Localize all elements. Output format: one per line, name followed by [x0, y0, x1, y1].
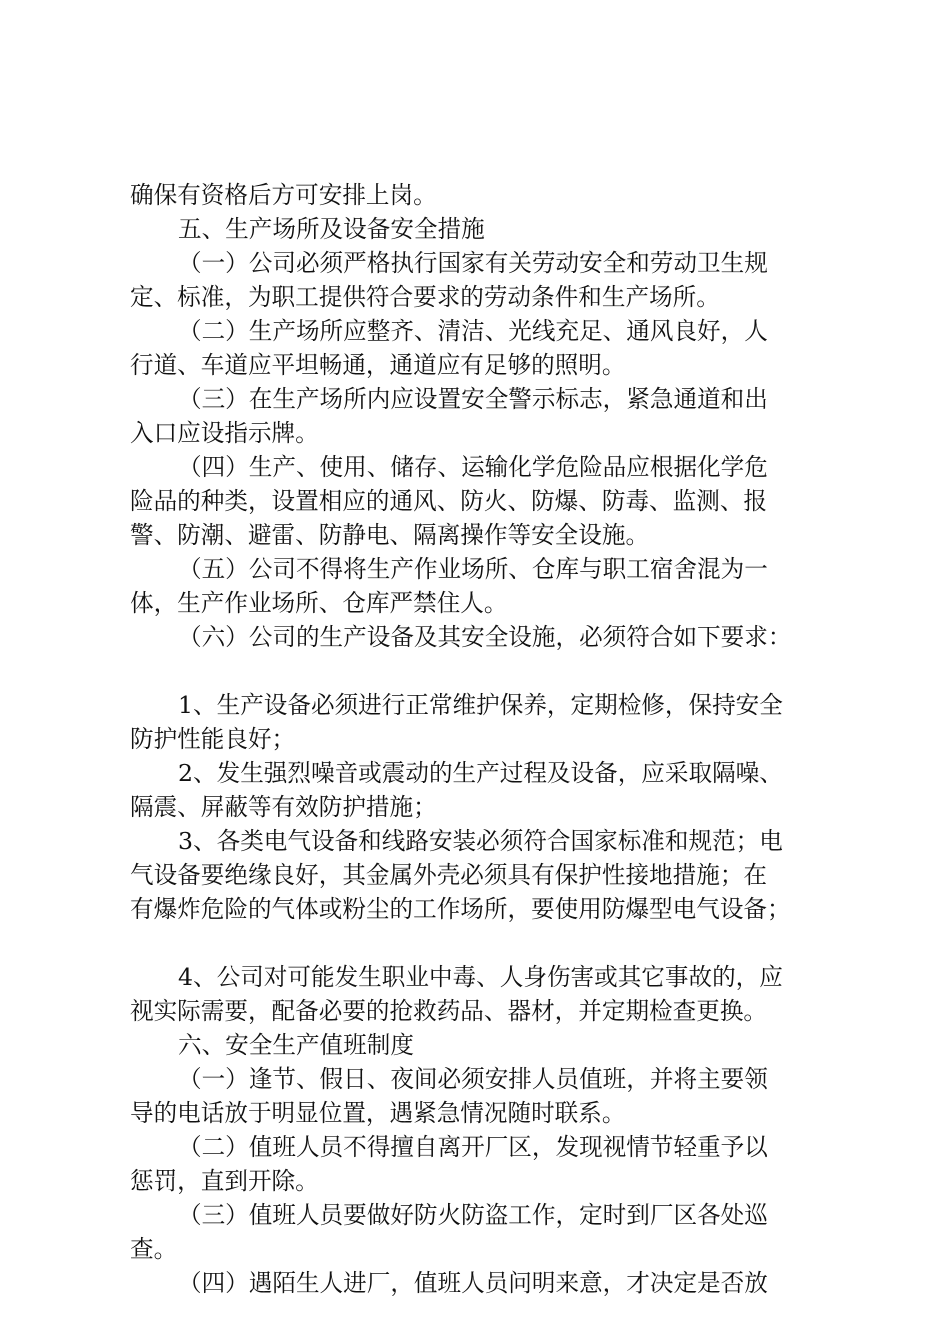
text-line: 导的电话放于明显位置，遇紧急情况随时联系。 — [130, 1099, 626, 1127]
text-line: （五）公司不得将生产作业场所、仓库与职工宿舍混为一 — [178, 555, 768, 583]
text-line: （一）逢节、假日、夜间必须安排人员值班，并将主要领 — [178, 1065, 768, 1093]
text-line: （六）公司的生产设备及其安全设施，必须符合如下要求： — [178, 623, 792, 651]
text-line: 惩罚，直到开除。 — [130, 1167, 319, 1195]
text-line: 有爆炸危险的气体或粉尘的工作场所，要使用防爆型电气设备； — [130, 895, 791, 923]
text-line: （二）生产场所应整齐、清洁、光线充足、通风良好，人 — [178, 317, 768, 345]
text-line: 行道、车道应平坦畅通，通道应有足够的照明。 — [130, 351, 626, 379]
text-line: 气设备要绝缘良好，其金属外壳必须具有保护性接地措施；在 — [130, 861, 768, 889]
text-line: （二）值班人员不得擅自离开厂区，发现视情节轻重予以 — [178, 1133, 768, 1161]
text-line: 2、发生强烈噪音或震动的生产过程及设备，应采取隔噪、 — [178, 759, 783, 787]
text-line: 防护性能良好； — [130, 725, 296, 753]
text-line: （四）遇陌生人进厂，值班人员问明来意，才决定是否放 — [178, 1269, 768, 1297]
text-line: （三）值班人员要做好防火防盗工作，定时到厂区各处巡 — [178, 1201, 768, 1229]
text-line: （四）生产、使用、储存、运输化学危险品应根据化学危 — [178, 453, 768, 481]
section-heading: 六、安全生产值班制度 — [178, 1031, 414, 1059]
text-line: 1、生产设备必须进行正常维护保养，定期检修，保持安全 — [178, 691, 783, 719]
text-line: 警、防潮、避雷、防静电、隔离操作等安全设施。 — [130, 521, 650, 549]
text-line: 4、公司对可能发生职业中毒、人身伤害或其它事故的，应 — [178, 963, 783, 991]
text-line: 查。 — [130, 1235, 178, 1263]
text-line: 入口应设指示牌。 — [130, 419, 319, 447]
text-line: （一）公司必须严格执行国家有关劳动安全和劳动卫生规 — [178, 249, 768, 277]
text-line: 定、标准，为职工提供符合要求的劳动条件和生产场所。 — [130, 283, 720, 311]
text-line: 确保有资格后方可安排上岗。 — [130, 181, 437, 209]
section-heading: 五、生产场所及设备安全措施 — [178, 215, 485, 243]
text-line: 视实际需要，配备必要的抢救药品、器材，并定期检查更换。 — [130, 997, 768, 1025]
text-line: 3、各类电气设备和线路安装必须符合国家标准和规范；电 — [178, 827, 783, 855]
text-line: 隔震、屏蔽等有效防护措施； — [130, 793, 437, 821]
text-line: 险品的种类，设置相应的通风、防火、防爆、防毒、监测、报 — [130, 487, 768, 515]
text-line: （三）在生产场所内应设置安全警示标志，紧急通道和出 — [178, 385, 768, 413]
text-line: 体，生产作业场所、仓库严禁住人。 — [130, 589, 508, 617]
